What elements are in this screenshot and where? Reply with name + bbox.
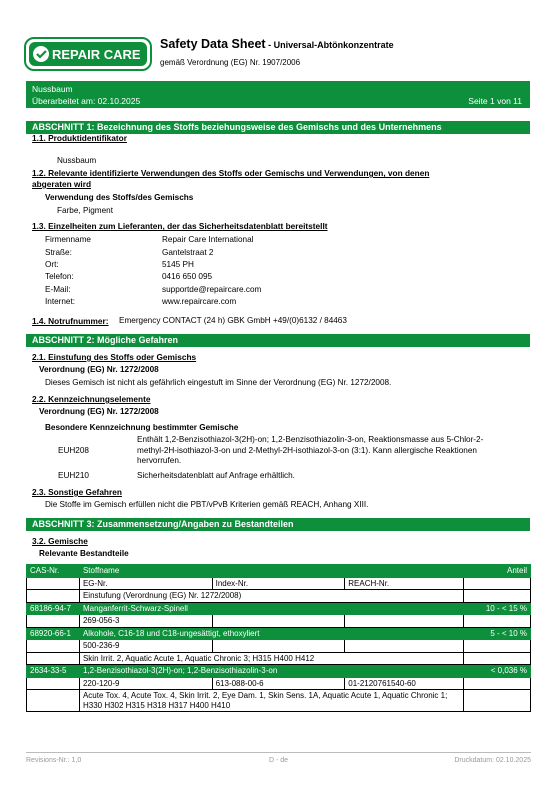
- product-bar: [26, 81, 530, 108]
- s11-title: 1.1. Produktidentifikator: [32, 133, 127, 143]
- cell-name: 1,2-Benzisothiazol-3(2H)-on; 1,2-Benzisothiazolin-3-on: [79, 665, 463, 678]
- supplier-label: Internet:: [45, 297, 76, 306]
- supplier-value: Repair Care International: [162, 235, 254, 244]
- footer-print-date: Druckdatum: 02.10.2025: [454, 757, 531, 764]
- s22-label: Verordnung (EG) Nr. 1272/2008: [39, 407, 159, 416]
- supplier-value[interactable]: www.repaircare.com: [162, 297, 237, 306]
- s12-title-1: 1.2. Relevante identifizierte Verwendungen des Stoffs oder Gemischs und Verwendungen, von denen: [32, 168, 430, 178]
- table-row: [27, 652, 531, 665]
- header-eg: EG-Nr.: [79, 577, 212, 590]
- cell-eg: 220-120-9: [79, 677, 212, 690]
- s22-title: 2.2. Kennzeichnungselemente: [32, 394, 151, 404]
- supplier-value: Gantelstraat 2: [162, 248, 214, 257]
- euh208-code: EUH208: [58, 446, 89, 455]
- table-row: [27, 690, 531, 712]
- table-header-row: [27, 565, 531, 578]
- cell-cas: 68186-94-7: [27, 602, 80, 615]
- page-footer: [26, 752, 531, 764]
- cell-cas: 68920-66-1: [27, 627, 80, 640]
- section1-heading: ABSCHNITT 1: Bezeichnung des Stoffs beziehungsweise des Gemischs und des Unternehmens: [26, 121, 530, 134]
- cell-index: [212, 640, 345, 653]
- s23-text: Die Stoffe im Gemisch erfüllen nicht die PBT/vPvB Kriterien gemäß REACH, Anhang XIII.: [45, 500, 369, 509]
- table-row: [27, 640, 531, 653]
- table-row: [27, 615, 531, 628]
- cell-share: 5 - < 10 %: [464, 627, 531, 640]
- s12-title-2: abgeraten wird: [32, 179, 92, 189]
- cell-index: 613-088-00-6: [212, 677, 345, 690]
- supplier-label: Straße:: [45, 248, 72, 257]
- s21-text: Dieses Gemisch ist nicht als gefährlich eingestuft im Sinne der Verordnung (EG) Nr. 1272/2008.: [45, 378, 392, 387]
- table-row: [27, 602, 531, 615]
- euh210-text: Sicherheitsdatenblatt auf Anfrage erhältlich.: [137, 471, 295, 480]
- footer-lang: D - de: [269, 757, 289, 764]
- s13-title: 1.3. Einzelheiten zum Lieferanten, der das Sicherheitsdatenblatt bereitstellt: [32, 221, 328, 231]
- cell-name: Manganferrit-Schwarz-Spinell: [79, 602, 463, 615]
- s12-value: Farbe, Pigment: [57, 206, 113, 215]
- cell-index: [212, 615, 345, 628]
- cell-share: 10 - < 15 %: [464, 602, 531, 615]
- s14-title: 1.4. Notrufnummer:: [32, 316, 109, 326]
- header-reach: REACH-Nr.: [345, 577, 464, 590]
- cell-share: < 0,036 %: [464, 665, 531, 678]
- cell-reach: 01-2120761540-60: [345, 677, 464, 690]
- table-row: [27, 665, 531, 678]
- s12-label: Verwendung des Stoffs/des Gemischs: [45, 193, 194, 202]
- table-row: [27, 627, 531, 640]
- cell-name: Alkohole, C16-18 und C18-ungesättigt, ethoxyliert: [79, 627, 463, 640]
- logo-text: REPAIR CARE: [52, 47, 141, 62]
- supplier-value: 0416 650 095: [162, 272, 213, 281]
- page-number: Seite 1 von 11: [468, 96, 522, 106]
- table-subheader-row: [27, 577, 531, 590]
- special-label: Besondere Kennzeichnung bestimmter Gemische: [45, 423, 239, 432]
- revised-date: Überarbeitet am: 02.10.2025: [32, 96, 141, 106]
- euh208-text: Enthält 1,2-Benzisothiazol-3(2H)-on; 1,2-Benzisothiazolin-3-on, Reaktionsmasse aus 5-Chlor-2-methyl-2H-isothiazol-3-on und 2-Methyl-2H-isothiazol-3-on (3:1). Kann allergische Reaktionen hervorrufen.: [137, 435, 484, 465]
- supplier-label: Ort:: [45, 260, 59, 269]
- supplier-label: Firmenname: [45, 235, 91, 244]
- header-class: Einstufung (Verordnung (EG) Nr. 1272/2008): [79, 590, 463, 603]
- section2-heading: ABSCHNITT 2: Mögliche Gefahren: [26, 334, 530, 347]
- repair-care-logo: [24, 37, 152, 71]
- header-name: Stoffname: [79, 565, 463, 578]
- supplier-value[interactable]: supportde@repaircare.com: [162, 285, 262, 294]
- cell-eg: 269-056-3: [79, 615, 212, 628]
- cell-cas: 2634-33-5: [27, 665, 80, 678]
- footer-revision: Revisions-Nr.: 1,0: [26, 757, 82, 764]
- cell-reach: [345, 615, 464, 628]
- cell-class: Acute Tox. 4, Acute Tox. 4, Skin Irrit. 2, Eye Dam. 1, Skin Sens. 1A, Aquatic Acute 1, Aquatic Chronic 1; H330 H302 H315 H318 H317 H400 H410: [79, 690, 463, 712]
- s21-label: Verordnung (EG) Nr. 1272/2008: [39, 365, 159, 374]
- ingredients-table: [26, 564, 531, 712]
- table-row: [27, 677, 531, 690]
- s21-title: 2.1. Einstufung des Stoffs oder Gemischs: [32, 352, 197, 362]
- header-index: Index-Nr.: [212, 577, 345, 590]
- supplier-label: E-Mail:: [45, 285, 71, 294]
- cell-eg: 500-236-9: [79, 640, 212, 653]
- cell-class: Skin Irrit. 2, Aquatic Acute 1, Aquatic Chronic 3; H315 H400 H412: [79, 652, 463, 665]
- s23-title: 2.3. Sonstige Gefahren: [32, 487, 122, 497]
- header-share: Anteil: [464, 565, 531, 578]
- s14-value: Emergency CONTACT (24 h) GBK GmbH +49/(0)6132 / 84463: [119, 316, 347, 325]
- supplier-label: Telefon:: [45, 272, 74, 281]
- table-subheader-row: [27, 590, 531, 603]
- supplier-value: 5145 PH: [162, 260, 194, 269]
- s32-title: 3.2. Gemische: [32, 536, 88, 546]
- s11-value: Nussbaum: [57, 156, 97, 165]
- euh210-code: EUH210: [58, 471, 89, 480]
- regulation-line: gemäß Verordnung (EG) Nr. 1907/2006: [160, 58, 301, 67]
- product-name: Nussbaum: [32, 84, 73, 94]
- document-title: Safety Data Sheet - Universal-Abtönkonzentrate: [160, 37, 394, 51]
- header-cas: CAS-Nr.: [27, 565, 80, 578]
- s32-label: Relevante Bestandteile: [39, 549, 129, 558]
- cell-reach: [345, 640, 464, 653]
- section3-heading: ABSCHNITT 3: Zusammensetzung/Angaben zu Bestandteilen: [26, 518, 530, 531]
